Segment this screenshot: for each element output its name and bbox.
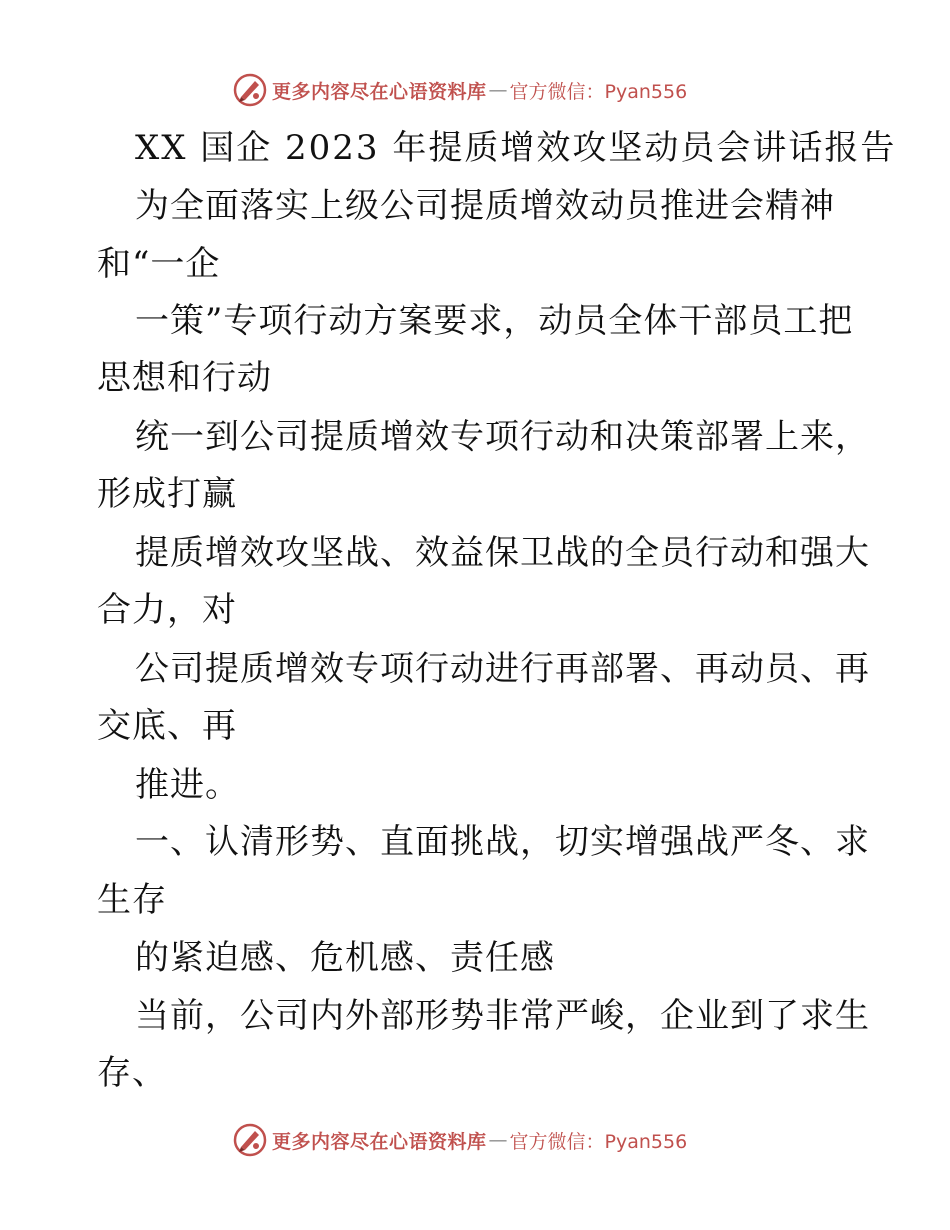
document-title: XX 国企 2023 年提质增效攻坚动员会讲话报告: [135, 128, 897, 168]
text-line: 当前，公司内外部形势非常严峻，企业到了求生: [135, 996, 870, 1036]
text-line: 提质增效攻坚战、效益保卫战的全员行动和强大: [135, 533, 870, 573]
pen-circle-icon: [232, 72, 268, 108]
watermark-brand: 更多内容尽在心语资料库: [272, 80, 487, 103]
watermark-dash: —: [488, 1129, 508, 1151]
pen-circle-icon: [232, 1122, 268, 1158]
watermark-contact: 官方微信：Pyan556: [509, 80, 688, 103]
footer-watermark: [232, 1120, 752, 1160]
watermark-brand: 更多内容尽在心语资料库: [272, 1130, 487, 1153]
text-line: 合力，对: [97, 590, 237, 630]
watermark-contact: 官方微信：Pyan556: [509, 1130, 688, 1153]
text-line: 思想和行动: [97, 358, 272, 398]
text-line: 的紧迫感、危机感、责任感: [135, 938, 555, 978]
text-line: 存、: [97, 1053, 167, 1093]
text-line: 形成打赢: [97, 474, 237, 514]
text-line: 交底、再: [97, 706, 237, 746]
text-line: 和“一企: [97, 244, 221, 284]
text-line: 为全面落实上级公司提质增效动员推进会精神: [135, 186, 835, 226]
text-line: 推进。: [135, 765, 240, 805]
text-line: 公司提质增效专项行动进行再部署、再动员、再: [135, 649, 870, 689]
watermark-dash: —: [488, 79, 508, 101]
text-line: 一策”专项行动方案要求，动员全体干部员工把: [135, 301, 854, 341]
text-line: 生存: [97, 880, 167, 920]
header-watermark: [232, 70, 752, 110]
text-line: 统一到公司提质增效专项行动和决策部署上来，: [135, 417, 870, 457]
section-heading: 一、认清形势、直面挑战，切实增强战严冬、求: [135, 822, 870, 862]
